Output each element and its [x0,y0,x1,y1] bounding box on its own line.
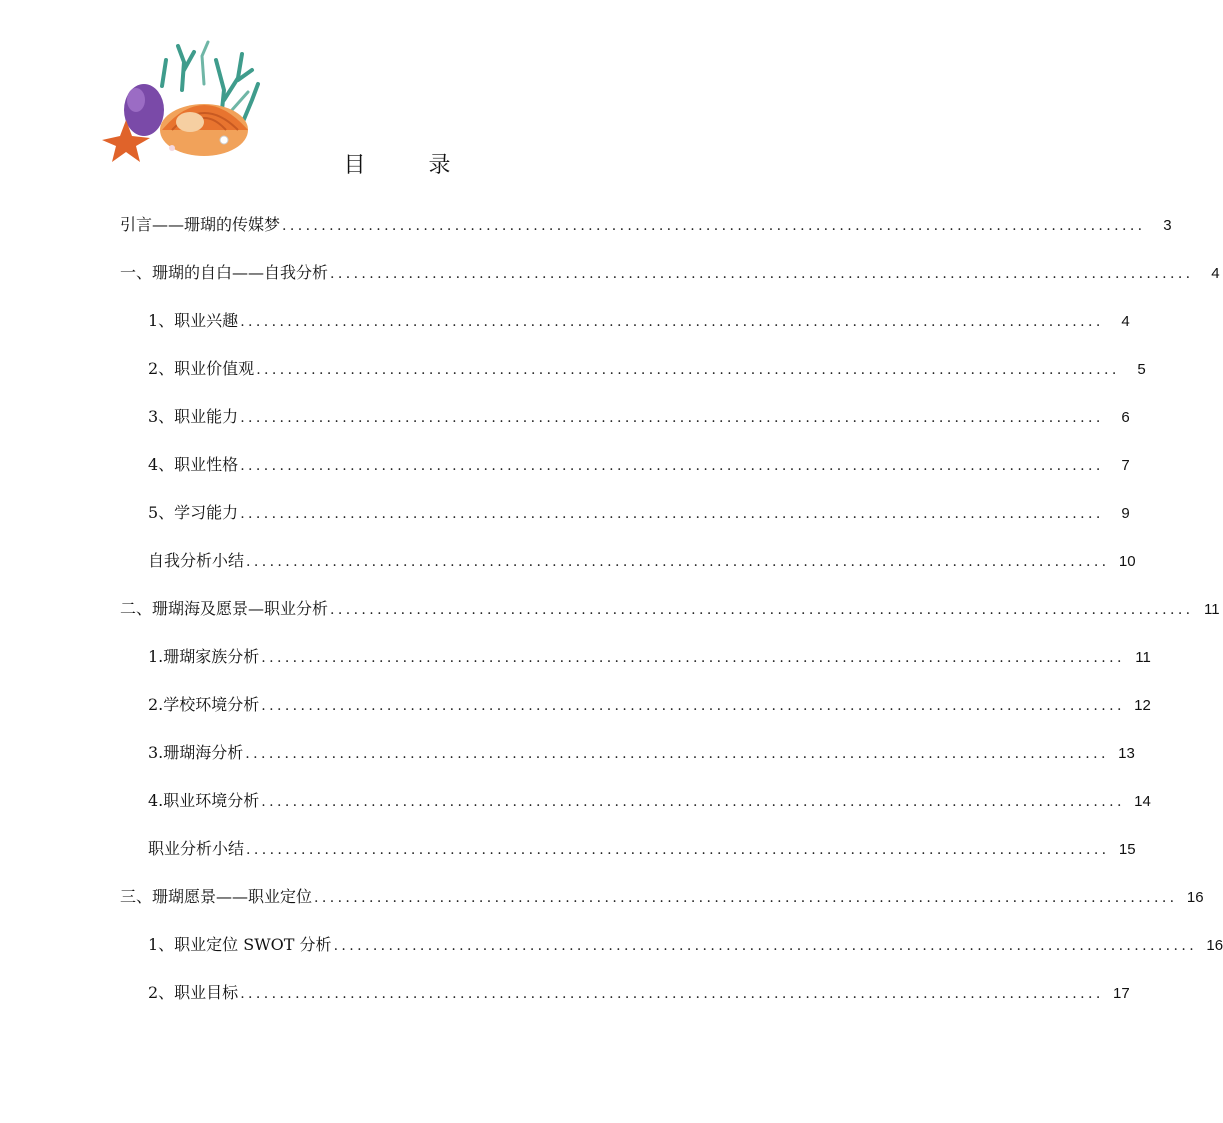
toc-leader-dots: .............................................................................................................. [246,554,1110,570]
toc-entry-page: 7 [1121,457,1130,474]
toc-entry-1-summary[interactable] [148,548,1136,574]
toc-entry-3-2[interactable] [148,980,1130,1006]
toc-entry-label: 3.珊瑚海分析 [148,743,244,762]
toc-entry-label: 1.珊瑚家族分析 [148,647,260,666]
toc-leader-dots: .............................................................................................................. [245,746,1109,762]
toc-leader-dots: .............................................................................................................. [330,266,1194,282]
toc-entry-page: 10 [1118,553,1136,570]
toc-entry-label: 二、珊瑚海及愿景—职业分析 [120,599,329,618]
toc-entry-page: 9 [1121,505,1130,522]
toc-entry-page: 15 [1118,841,1136,858]
toc-entry-1-5[interactable] [148,500,1130,526]
toc-leader-dots: .............................................................................................................. [240,410,1104,426]
toc-entry-page: 4 [1211,265,1220,282]
toc-leader-dots: .............................................................................................................. [240,314,1104,330]
toc-entry-label: 一、珊瑚的自白——自我分析 [120,263,329,282]
toc-entry-page: 11 [1135,649,1151,666]
toc-entry-intro[interactable] [120,212,1172,238]
toc-entry-2-summary[interactable] [148,836,1136,862]
toc-leader-dots: .............................................................................................................. [240,506,1104,522]
toc-entry-2-3[interactable] [148,740,1135,766]
toc-entry-page: 3 [1163,217,1172,234]
toc-entry-2-1[interactable] [148,644,1151,670]
toc-entry-1-4[interactable] [148,452,1130,478]
toc-entry-3-1[interactable] [148,932,1223,958]
toc-entry-label: 5、学习能力 [148,503,239,522]
toc-leader-dots: .............................................................................................................. [261,794,1125,810]
toc-leader-dots: .............................................................................................................. [261,698,1125,714]
toc-entry-page: 6 [1121,409,1130,426]
toc-entry-label: 三、珊瑚愿景——职业定位 [120,887,313,906]
toc-entry-label: 3、职业能力 [148,407,239,426]
toc-leader-dots: .............................................................................................................. [240,458,1104,474]
toc-entry-label: 引言——珊瑚的传媒梦 [120,215,281,234]
toc-entry-page: 17 [1113,985,1130,1002]
toc-leader-dots: .............................................................................................................. [333,938,1198,954]
toc-leader-dots: .............................................................................................................. [256,362,1120,378]
toc-entry-label: 2、职业价值观 [148,359,255,378]
toc-leader-dots: .............................................................................................................. [246,842,1110,858]
toc-leader-dots: .............................................................................................................. [240,986,1104,1002]
toc-entry-page: 12 [1134,697,1151,714]
page-title: 目 录 [343,153,479,178]
toc-entry-label: 2、职业目标 [148,983,239,1002]
toc-entry-label: 1、职业兴趣 [148,311,239,330]
toc-entry-label: 2.学校环境分析 [148,695,260,714]
toc-entry-page: 5 [1137,361,1146,378]
toc-entry-page: 16 [1186,889,1204,906]
toc-leader-dots: .............................................................................................................. [261,650,1125,666]
toc-entry-2-4[interactable] [148,788,1151,814]
toc-leader-dots: .............................................................................................................. [314,890,1178,906]
toc-entry-label: 4、职业性格 [148,455,239,474]
toc-entry-1-3[interactable] [148,404,1130,430]
toc-leader-dots: .............................................................................................................. [330,602,1194,618]
toc-entry-label: 1、职业定位 SWOT 分析 [148,935,332,954]
toc-entry-label: 4.职业环境分析 [148,791,260,810]
toc-entry-section-3[interactable] [120,884,1204,910]
toc-entry-page: 13 [1118,745,1135,762]
toc-entry-section-1[interactable] [120,260,1220,286]
toc-entry-2-2[interactable] [148,692,1151,718]
toc-entry-1-2[interactable] [148,356,1146,382]
toc-entry-page: 16 [1206,937,1223,954]
toc-entry-page: 14 [1134,793,1151,810]
toc-leader-dots: .............................................................................................................. [282,218,1146,234]
toc-entry-label: 自我分析小结 [148,551,245,570]
toc-entry-1-1[interactable] [148,308,1130,334]
toc-entry-page: 11 [1203,601,1220,618]
toc-entry-section-2[interactable] [120,596,1220,622]
toc-entry-label: 职业分析小结 [148,839,245,858]
toc-entry-page: 4 [1121,313,1130,330]
